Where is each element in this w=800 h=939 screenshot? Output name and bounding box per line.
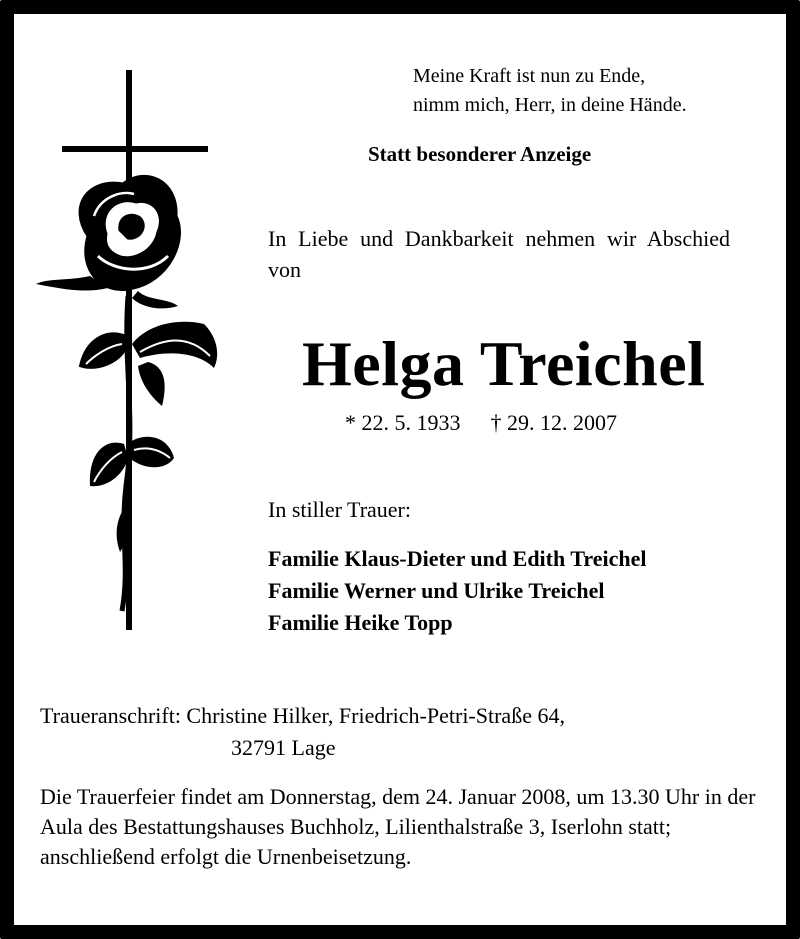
grief-label: In stiller Trauer: [268,497,411,522]
mourner-family: Familie Heike Topp [268,610,453,635]
death-date: † 29. 12. 2007 [490,410,617,435]
address-line: Traueranschrift: Christine Hilker, Friedrich-Petri-Straße 64, [40,703,565,728]
intro-text: In Liebe und Dankbarkeit nehmen wir Abschied von [268,226,730,282]
birth-date: * 22. 5. 1933 [345,410,461,435]
mourner-family: Familie Werner und Ulrike Treichel [268,578,605,603]
funeral-service-text: Die Trauerfeier findet am Donnerstag, dem 24. Januar 2008, um 13.30 Uhr in der Aula des Bestattungshauses Buchholz, Lilienthalstraße 3, Iserlohn statt; anschließend erfolgt die Urnenbeisetzung. [40,784,756,869]
mourners-list [268,543,647,639]
motto-line: Meine Kraft ist nun zu Ende, [413,65,646,87]
mourner-family: Familie Klaus-Dieter und Edith Treichel [268,546,647,571]
life-dates [345,410,617,436]
address-city: 32791 Lage [231,735,336,760]
mourning-address [40,700,565,764]
motto-verse [413,62,687,120]
cross-with-rose-icon [28,66,228,636]
deceased-name: Helga Treichel [302,328,706,399]
notice-heading: Statt besonderer Anzeige [368,142,592,166]
motto-line: nimm mich, Herr, in deine Hände. [413,94,687,116]
